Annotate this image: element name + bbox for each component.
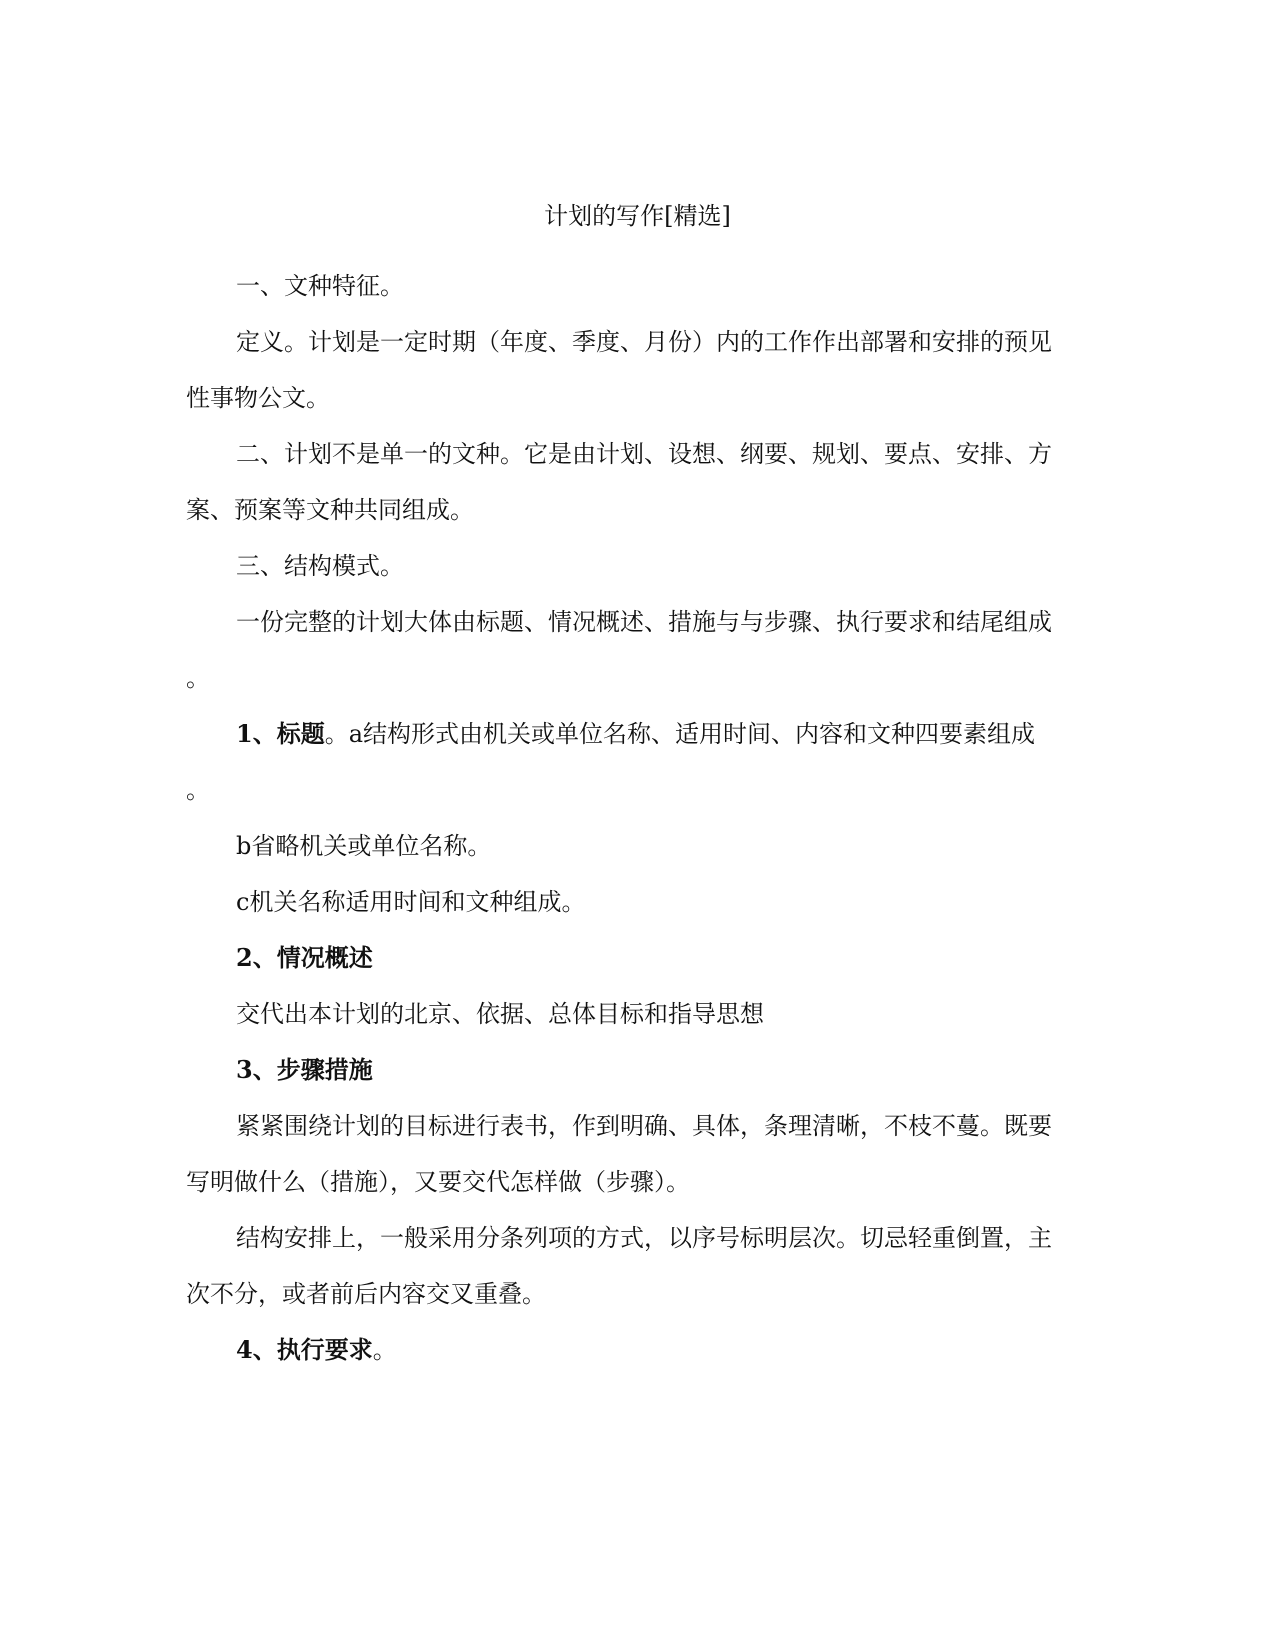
item-3-p1-line-1: 紧紧围绕计划的目标进行表书，作到明确、具体，条理清晰，不枝不蔓。既要 bbox=[236, 1112, 1052, 1140]
item-3-p2-line-1: 结构安排上，一般采用分条列项的方式，以序号标明层次。切忌轻重倒置，主 bbox=[236, 1224, 1052, 1252]
item-1-c: c机关名称适用时间和文种组成。 bbox=[236, 888, 586, 916]
item-3-heading: 3、步骤措施 bbox=[236, 1055, 373, 1084]
section-3-body-line-1: 一份完整的计划大体由标题、情况概述、措施与与步骤、执行要求和结尾组成 bbox=[236, 608, 1052, 636]
section-2-line-1: 二、计划不是单一的文种。它是由计划、设想、纲要、规划、要点、安排、方 bbox=[236, 440, 1052, 468]
item-1-line-2: 。 bbox=[186, 776, 210, 804]
section-2-line-2: 案、预案等文种共同组成。 bbox=[186, 496, 474, 524]
item-2-heading: 2、情况概述 bbox=[236, 943, 373, 972]
item-4-suffix: 。 bbox=[372, 1336, 397, 1364]
item-3-p1-line-2: 写明做什么（措施），又要交代怎样做（步骤）。 bbox=[186, 1168, 690, 1196]
item-2-body: 交代出本计划的北京、依据、总体目标和指导思想 bbox=[236, 1000, 764, 1028]
section-3-body-line-2: 。 bbox=[186, 664, 210, 692]
item-3-p2-line-2: 次不分，或者前后内容交叉重叠。 bbox=[186, 1280, 546, 1308]
section-1-heading: 一、文种特征。 bbox=[236, 272, 404, 300]
item-1-b: b省略机关或单位名称。 bbox=[236, 832, 492, 860]
definition-line-2: 性事物公文。 bbox=[186, 384, 330, 412]
item-1-text: 。a结构形式由机关或单位名称、适用时间、内容和文种四要素组成 bbox=[324, 720, 1036, 748]
section-3-heading: 三、结构模式。 bbox=[236, 552, 404, 580]
item-1-label: 1、标题 bbox=[236, 719, 325, 748]
item-4-heading: 4、执行要求 bbox=[236, 1335, 373, 1364]
definition-line-1: 定义。计划是一定时期（年度、季度、月份）内的工作作出部署和安排的预见 bbox=[236, 328, 1052, 356]
item-4-line bbox=[236, 1334, 1136, 1366]
document-title: 计划的写作[精选] bbox=[544, 202, 731, 230]
item-1-line-1 bbox=[236, 718, 1136, 750]
